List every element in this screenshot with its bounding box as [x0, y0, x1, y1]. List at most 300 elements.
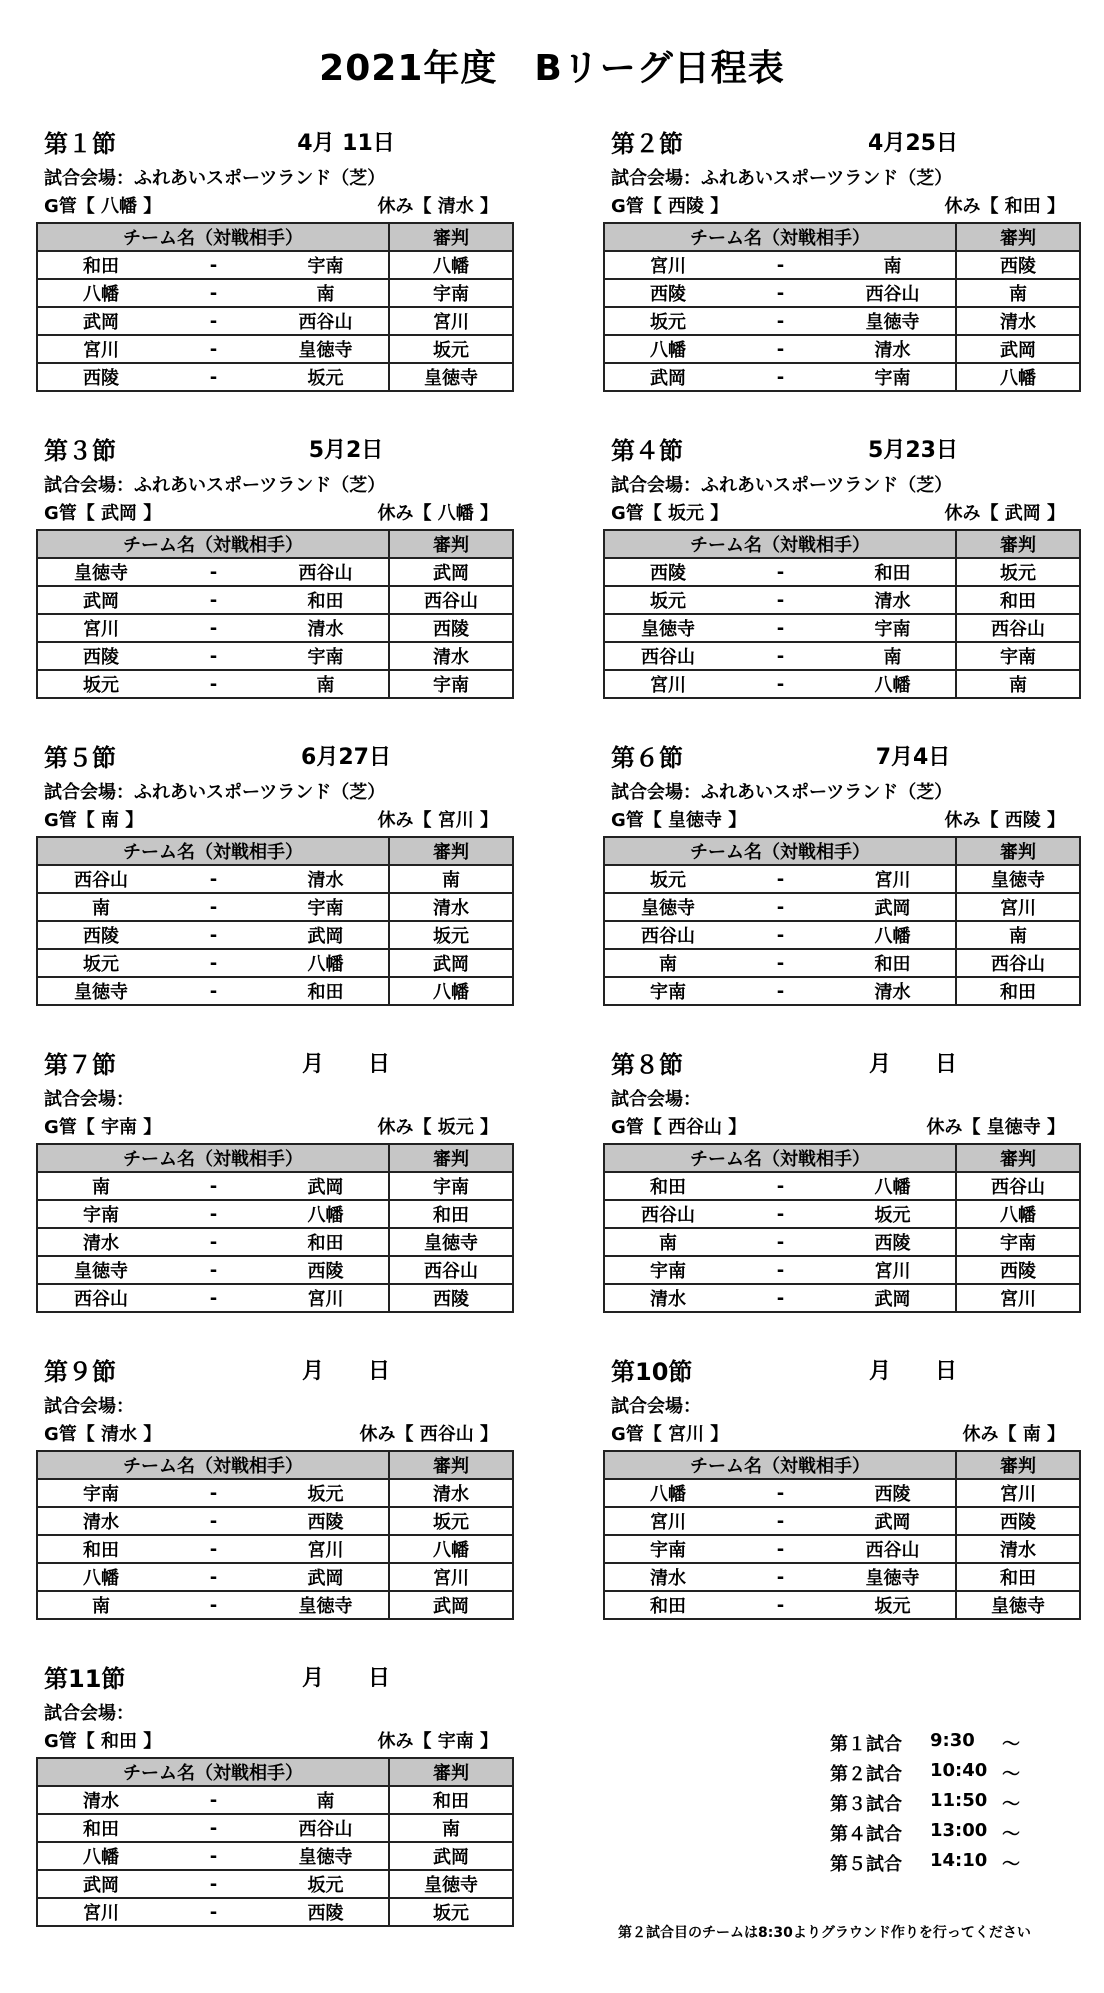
- home-team: 坂元: [604, 307, 731, 335]
- referee-team: 和田: [956, 977, 1080, 1005]
- round-date: 月 日: [301, 1052, 390, 1077]
- round-title: 第３節: [44, 437, 116, 465]
- home-team: 清水: [37, 1786, 164, 1814]
- table-row: [604, 977, 1080, 1005]
- table-row: [604, 921, 1080, 949]
- time-tilde: ～: [1002, 1824, 1020, 1845]
- table-row: [37, 1870, 513, 1898]
- table-row: [37, 558, 513, 586]
- venue: 試合会場：ふれあいスポーツランド（芝）: [611, 475, 953, 496]
- ground-manager: G管【 清水 】: [44, 1424, 162, 1445]
- home-team: 武岡: [37, 307, 164, 335]
- away-team: 和田: [263, 977, 389, 1005]
- vs-separator: -: [164, 1256, 263, 1284]
- referee-team: 宇南: [389, 670, 513, 698]
- round-date: 月 日: [868, 1052, 957, 1077]
- home-team: 清水: [37, 1228, 164, 1256]
- schedule-table: [603, 1143, 1081, 1313]
- table-row: [604, 279, 1080, 307]
- table-row: [604, 1563, 1080, 1591]
- home-team: 和田: [37, 1535, 164, 1563]
- table-row: [604, 1200, 1080, 1228]
- home-team: 皇徳寺: [37, 1256, 164, 1284]
- away-team: 南: [263, 1786, 389, 1814]
- table-row: [37, 1842, 513, 1870]
- table-header-row: [37, 1451, 513, 1479]
- away-team: 和田: [830, 949, 956, 977]
- schedule-table: [36, 1450, 514, 1620]
- away-team: 西陵: [263, 1898, 389, 1926]
- table-header-row: [604, 223, 1080, 251]
- match-times: [830, 1730, 1070, 1880]
- ground-manager: G管【 和田 】: [44, 1731, 162, 1752]
- table-row: [604, 1228, 1080, 1256]
- referee-team: 皇徳寺: [389, 1870, 513, 1898]
- time-row: [830, 1760, 1070, 1790]
- table-header-row: [604, 1451, 1080, 1479]
- away-team: 八幡: [263, 1200, 389, 1228]
- referee-team: 皇徳寺: [956, 865, 1080, 893]
- away-team: 皇徳寺: [830, 307, 956, 335]
- table-row: [37, 865, 513, 893]
- table-row: [37, 1591, 513, 1619]
- away-team: 宮川: [263, 1284, 389, 1312]
- table-row: [37, 1786, 513, 1814]
- table-row: [37, 614, 513, 642]
- time-label: 第２試合: [830, 1764, 902, 1785]
- away-team: 宮川: [263, 1535, 389, 1563]
- table-row: [37, 1228, 513, 1256]
- round-date: 7月4日: [875, 745, 951, 770]
- table-row: [37, 1479, 513, 1507]
- vs-separator: -: [164, 307, 263, 335]
- rest-team: 休み【 西谷山 】: [359, 1424, 498, 1445]
- away-team: 坂元: [263, 1870, 389, 1898]
- home-team: 南: [37, 1591, 164, 1619]
- referee-team: 南: [389, 865, 513, 893]
- away-team: 皇徳寺: [263, 1591, 389, 1619]
- table-row: [604, 1256, 1080, 1284]
- table-row: [604, 670, 1080, 698]
- referee-team: 和田: [956, 1563, 1080, 1591]
- home-team: 西谷山: [37, 1284, 164, 1312]
- header-referee: 審判: [956, 1144, 1080, 1172]
- away-team: 南: [263, 670, 389, 698]
- round-block: [603, 431, 1079, 723]
- header-referee: 審判: [389, 1144, 513, 1172]
- vs-separator: -: [731, 1507, 830, 1535]
- table-header-row: [37, 530, 513, 558]
- ground-manager: G管【 八幡 】: [44, 196, 162, 217]
- vs-separator: -: [731, 586, 830, 614]
- home-team: 八幡: [37, 279, 164, 307]
- table-row: [37, 1507, 513, 1535]
- vs-separator: -: [731, 279, 830, 307]
- schedule-table: [36, 1143, 514, 1313]
- away-team: 皇徳寺: [263, 335, 389, 363]
- round-title: 第１節: [44, 130, 116, 158]
- referee-team: 皇徳寺: [389, 363, 513, 391]
- away-team: 宇南: [263, 642, 389, 670]
- away-team: 坂元: [830, 1591, 956, 1619]
- round-title: 第６節: [611, 744, 683, 772]
- ground-manager: G管【 皇徳寺 】: [611, 810, 747, 831]
- table-row: [604, 335, 1080, 363]
- table-row: [37, 1284, 513, 1312]
- schedule-table: [36, 1757, 514, 1927]
- referee-team: 宇南: [956, 642, 1080, 670]
- referee-team: 宇南: [389, 279, 513, 307]
- time-label: 第５試合: [830, 1854, 902, 1875]
- vs-separator: -: [164, 1507, 263, 1535]
- ground-manager: G管【 宇南 】: [44, 1117, 162, 1138]
- table-row: [37, 307, 513, 335]
- vs-separator: -: [731, 642, 830, 670]
- header-referee: 審判: [389, 1451, 513, 1479]
- table-row: [604, 1591, 1080, 1619]
- vs-separator: -: [164, 1786, 263, 1814]
- schedule-table: [36, 529, 514, 699]
- time-label: 第３試合: [830, 1794, 902, 1815]
- header-teams: チーム名（対戦相手）: [604, 837, 956, 865]
- home-team: 清水: [604, 1284, 731, 1312]
- home-team: 八幡: [37, 1842, 164, 1870]
- rest-team: 休み【 皇徳寺 】: [926, 1117, 1065, 1138]
- header-teams: チーム名（対戦相手）: [604, 1451, 956, 1479]
- venue: 試合会場：ふれあいスポーツランド（芝）: [611, 782, 953, 803]
- vs-separator: -: [164, 558, 263, 586]
- vs-separator: -: [731, 921, 830, 949]
- home-team: 西谷山: [604, 1200, 731, 1228]
- vs-separator: -: [164, 949, 263, 977]
- home-team: 西谷山: [604, 642, 731, 670]
- referee-team: 清水: [956, 307, 1080, 335]
- round-title: 第４節: [611, 437, 683, 465]
- home-team: 皇徳寺: [604, 614, 731, 642]
- round-title: 第９節: [44, 1358, 116, 1386]
- away-team: 宇南: [263, 893, 389, 921]
- referee-team: 南: [956, 670, 1080, 698]
- away-team: 八幡: [830, 670, 956, 698]
- referee-team: 八幡: [389, 977, 513, 1005]
- home-team: 坂元: [37, 670, 164, 698]
- vs-separator: -: [164, 1200, 263, 1228]
- away-team: 西谷山: [263, 1814, 389, 1842]
- rest-team: 休み【 武岡 】: [944, 503, 1065, 524]
- table-row: [604, 949, 1080, 977]
- ground-manager: G管【 西谷山 】: [611, 1117, 747, 1138]
- table-row: [604, 1172, 1080, 1200]
- referee-team: 西陵: [956, 1256, 1080, 1284]
- away-team: 武岡: [263, 1563, 389, 1591]
- vs-separator: -: [164, 865, 263, 893]
- round-block: [603, 738, 1079, 1030]
- away-team: 西陵: [263, 1256, 389, 1284]
- referee-team: 武岡: [389, 949, 513, 977]
- away-team: 西陵: [830, 1479, 956, 1507]
- table-row: [37, 977, 513, 1005]
- round-date: 6月27日: [301, 745, 391, 770]
- referee-team: 西谷山: [956, 949, 1080, 977]
- referee-team: 坂元: [389, 335, 513, 363]
- header-referee: 審判: [956, 1451, 1080, 1479]
- referee-team: 清水: [389, 1479, 513, 1507]
- rest-team: 休み【 南 】: [962, 1424, 1065, 1445]
- away-team: 宮川: [830, 865, 956, 893]
- rest-team: 休み【 和田 】: [944, 196, 1065, 217]
- schedule-table: [36, 222, 514, 392]
- table-row: [37, 363, 513, 391]
- header-teams: チーム名（対戦相手）: [37, 223, 389, 251]
- table-row: [604, 1507, 1080, 1535]
- home-team: 西谷山: [604, 921, 731, 949]
- referee-team: 宮川: [956, 1284, 1080, 1312]
- table-header-row: [37, 223, 513, 251]
- referee-team: 坂元: [389, 1507, 513, 1535]
- round-title: 第２節: [611, 130, 683, 158]
- header-referee: 審判: [956, 837, 1080, 865]
- referee-team: 清水: [956, 1535, 1080, 1563]
- away-team: 南: [263, 279, 389, 307]
- venue: 試合会場：ふれあいスポーツランド（芝）: [44, 475, 386, 496]
- vs-separator: -: [164, 586, 263, 614]
- vs-separator: -: [164, 1535, 263, 1563]
- table-row: [604, 363, 1080, 391]
- home-team: 宮川: [604, 251, 731, 279]
- referee-team: 南: [956, 921, 1080, 949]
- ground-manager: G管【 西陵 】: [611, 196, 729, 217]
- vs-separator: -: [164, 1591, 263, 1619]
- referee-team: 西谷山: [389, 586, 513, 614]
- referee-team: 皇徳寺: [956, 1591, 1080, 1619]
- rest-team: 休み【 西陵 】: [944, 810, 1065, 831]
- round-date: 4月 11日: [297, 131, 395, 156]
- referee-team: 坂元: [389, 921, 513, 949]
- vs-separator: -: [731, 1591, 830, 1619]
- table-header-row: [604, 837, 1080, 865]
- vs-separator: -: [164, 251, 263, 279]
- away-team: 武岡: [263, 1172, 389, 1200]
- away-team: 八幡: [263, 949, 389, 977]
- vs-separator: -: [731, 670, 830, 698]
- table-row: [604, 586, 1080, 614]
- referee-team: 和田: [389, 1200, 513, 1228]
- rest-team: 休み【 清水 】: [377, 196, 498, 217]
- referee-team: 宮川: [389, 1563, 513, 1591]
- table-row: [37, 1172, 513, 1200]
- vs-separator: -: [731, 307, 830, 335]
- home-team: 和田: [604, 1591, 731, 1619]
- home-team: 宇南: [37, 1200, 164, 1228]
- time-tilde: ～: [1002, 1734, 1020, 1755]
- time-row: [830, 1850, 1070, 1880]
- vs-separator: -: [164, 1870, 263, 1898]
- away-team: 清水: [263, 614, 389, 642]
- round-title: 第８節: [611, 1051, 683, 1079]
- away-team: 宮川: [830, 1256, 956, 1284]
- venue: 試合会場：: [611, 1396, 701, 1417]
- rest-team: 休み【 八幡 】: [377, 503, 498, 524]
- referee-team: 清水: [389, 642, 513, 670]
- table-header-row: [604, 1144, 1080, 1172]
- referee-team: 宮川: [956, 1479, 1080, 1507]
- home-team: 八幡: [604, 335, 731, 363]
- round-block: [36, 1352, 512, 1644]
- vs-separator: -: [164, 1898, 263, 1926]
- time-value: 14:10: [930, 1850, 988, 1871]
- vs-separator: -: [731, 949, 830, 977]
- away-team: 南: [830, 251, 956, 279]
- table-header-row: [37, 1144, 513, 1172]
- time-tilde: ～: [1002, 1764, 1020, 1785]
- venue: 試合会場：ふれあいスポーツランド（芝）: [44, 782, 386, 803]
- schedule-table: [603, 222, 1081, 392]
- referee-team: 坂元: [389, 1898, 513, 1926]
- venue: 試合会場：: [44, 1703, 134, 1724]
- vs-separator: -: [731, 1479, 830, 1507]
- away-team: 宇南: [263, 251, 389, 279]
- venue: 試合会場：ふれあいスポーツランド（芝）: [44, 168, 386, 189]
- referee-team: 南: [389, 1814, 513, 1842]
- away-team: 清水: [263, 865, 389, 893]
- table-row: [37, 1256, 513, 1284]
- home-team: 西陵: [37, 363, 164, 391]
- time-row: [830, 1790, 1070, 1820]
- referee-team: 坂元: [956, 558, 1080, 586]
- time-row: [830, 1730, 1070, 1760]
- table-row: [37, 279, 513, 307]
- vs-separator: -: [164, 1172, 263, 1200]
- home-team: 八幡: [37, 1563, 164, 1591]
- referee-team: 西谷山: [956, 1172, 1080, 1200]
- away-team: 西谷山: [830, 279, 956, 307]
- vs-separator: -: [731, 335, 830, 363]
- round-date: 月 日: [301, 1666, 390, 1691]
- referee-team: 西谷山: [389, 1256, 513, 1284]
- header-teams: チーム名（対戦相手）: [37, 1451, 389, 1479]
- round-block: [36, 1659, 512, 1951]
- away-team: 清水: [830, 977, 956, 1005]
- away-team: 南: [830, 642, 956, 670]
- home-team: 南: [37, 893, 164, 921]
- referee-team: 武岡: [389, 1842, 513, 1870]
- referee-team: 西陵: [956, 251, 1080, 279]
- table-row: [604, 642, 1080, 670]
- header-referee: 審判: [956, 223, 1080, 251]
- referee-team: 武岡: [956, 335, 1080, 363]
- schedule-table: [36, 836, 514, 1006]
- away-team: 武岡: [263, 921, 389, 949]
- round-block: [603, 1045, 1079, 1337]
- time-value: 9:30: [930, 1730, 975, 1751]
- home-team: 西陵: [37, 921, 164, 949]
- vs-separator: -: [731, 893, 830, 921]
- home-team: 宇南: [604, 977, 731, 1005]
- home-team: 宇南: [604, 1256, 731, 1284]
- page-title: 2021年度 Bリーグ日程表: [319, 48, 785, 89]
- time-tilde: ～: [1002, 1794, 1020, 1815]
- schedule-table: [603, 1450, 1081, 1620]
- table-row: [37, 893, 513, 921]
- away-team: 武岡: [830, 893, 956, 921]
- table-row: [604, 865, 1080, 893]
- time-tilde: ～: [1002, 1854, 1020, 1875]
- away-team: 和田: [830, 558, 956, 586]
- referee-team: 宇南: [389, 1172, 513, 1200]
- round-date: 月 日: [301, 1359, 390, 1384]
- away-team: 坂元: [263, 363, 389, 391]
- home-team: 皇徳寺: [37, 558, 164, 586]
- away-team: 西谷山: [263, 558, 389, 586]
- referee-team: 西谷山: [956, 614, 1080, 642]
- vs-separator: -: [731, 865, 830, 893]
- referee-team: 清水: [389, 893, 513, 921]
- away-team: 西谷山: [263, 307, 389, 335]
- away-team: 和田: [263, 1228, 389, 1256]
- referee-team: 八幡: [389, 1535, 513, 1563]
- schedule-table: [603, 529, 1081, 699]
- away-team: 和田: [263, 586, 389, 614]
- header-teams: チーム名（対戦相手）: [37, 530, 389, 558]
- referee-team: 和田: [389, 1786, 513, 1814]
- venue: 試合会場：: [44, 1089, 134, 1110]
- referee-team: 八幡: [956, 1200, 1080, 1228]
- header-teams: チーム名（対戦相手）: [37, 1144, 389, 1172]
- round-block: [36, 1045, 512, 1337]
- away-team: 西陵: [263, 1507, 389, 1535]
- table-row: [604, 614, 1080, 642]
- vs-separator: -: [164, 1842, 263, 1870]
- vs-separator: -: [731, 1535, 830, 1563]
- vs-separator: -: [731, 251, 830, 279]
- venue: 試合会場：: [611, 1089, 701, 1110]
- table-row: [37, 335, 513, 363]
- table-row: [604, 251, 1080, 279]
- ground-manager: G管【 武岡 】: [44, 503, 162, 524]
- vs-separator: -: [731, 1172, 830, 1200]
- referee-team: 南: [956, 279, 1080, 307]
- table-row: [37, 1898, 513, 1926]
- round-title: 第７節: [44, 1051, 116, 1079]
- home-team: 宇南: [37, 1479, 164, 1507]
- home-team: 和田: [37, 251, 164, 279]
- vs-separator: -: [164, 670, 263, 698]
- time-label: 第１試合: [830, 1734, 902, 1755]
- table-row: [37, 1814, 513, 1842]
- referee-team: 宮川: [389, 307, 513, 335]
- vs-separator: -: [164, 1284, 263, 1312]
- round-date: 5月23日: [868, 438, 958, 463]
- round-block: [603, 1352, 1079, 1644]
- round-title: 第５節: [44, 744, 116, 772]
- away-team: 武岡: [830, 1507, 956, 1535]
- away-team: 宇南: [830, 614, 956, 642]
- vs-separator: -: [164, 279, 263, 307]
- vs-separator: -: [164, 363, 263, 391]
- home-team: 武岡: [37, 586, 164, 614]
- home-team: 和田: [37, 1814, 164, 1842]
- referee-team: 西陵: [389, 614, 513, 642]
- ground-manager: G管【 宮川 】: [611, 1424, 729, 1445]
- referee-team: 武岡: [389, 558, 513, 586]
- home-team: 宮川: [604, 670, 731, 698]
- round-block: [36, 738, 512, 1030]
- vs-separator: -: [164, 977, 263, 1005]
- home-team: 清水: [604, 1563, 731, 1591]
- round-title: 第10節: [611, 1358, 693, 1386]
- away-team: 清水: [830, 335, 956, 363]
- referee-team: 八幡: [389, 251, 513, 279]
